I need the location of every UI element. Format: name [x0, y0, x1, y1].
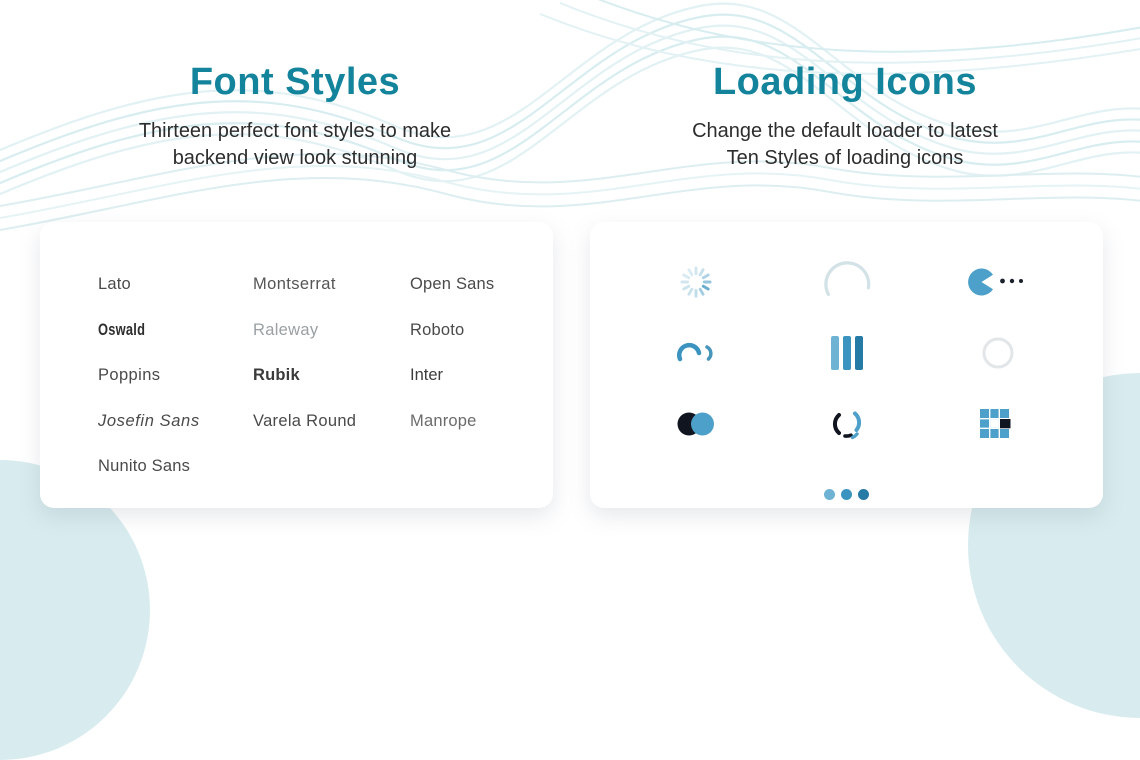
fonts-title: Font Styles [189, 61, 401, 103]
font-column-1 [98, 262, 253, 490]
fonts-header [25, 62, 565, 172]
loaders-subtitle [575, 118, 1115, 172]
font-item-lato: Lato [98, 275, 131, 294]
dot-3 [858, 489, 869, 500]
dot-1 [824, 489, 835, 500]
fonts-subtitle-line2: backend view look stunning [172, 146, 418, 169]
font-item-josefin-sans: Josefin Sans [98, 411, 200, 430]
loaders-subtitle-line1: Change the default loader to latest [692, 119, 998, 142]
fonts-subtitle [25, 118, 565, 172]
three-dots-loader-icon [620, 464, 1073, 526]
font-column-3 [410, 262, 553, 490]
loading-icons-card [590, 222, 1103, 508]
font-item-inter: Inter [410, 366, 444, 385]
font-item-oswald: Oswald [98, 320, 146, 339]
font-item-poppins: Poppins [98, 366, 161, 385]
loaders-header [575, 62, 1115, 172]
font-item-open-sans: Open Sans [410, 275, 495, 294]
font-item-raleway: Raleway [253, 320, 319, 339]
dash-spinner-icon [620, 246, 771, 317]
crescent-spinner-icon [620, 317, 771, 388]
fonts-subtitle-line1: Thirteen perfect font styles to make [138, 119, 452, 142]
font-item-montserrat: Montserrat [253, 275, 336, 294]
arc-spinner-icon [771, 246, 922, 317]
font-item-roboto: Roboto [410, 320, 465, 339]
font-item-nunito-sans: Nunito Sans [98, 457, 191, 476]
font-item-rubik: Rubik [253, 366, 300, 385]
font-item-manrope: Manrope [410, 411, 477, 430]
font-styles-card [40, 222, 553, 508]
grid-cube-loader-icon [922, 388, 1073, 459]
font-item-varela-round: Varela Round [253, 411, 357, 430]
dual-ball-loader-icon [620, 388, 771, 459]
ring-loader-icon [922, 317, 1073, 388]
loaders-title: Loading Icons [712, 61, 978, 103]
loaders-subtitle-line2: Ten Styles of loading icons [726, 146, 964, 169]
dot-2 [841, 489, 852, 500]
loader-grid [590, 222, 1103, 530]
pacman-loader-icon [922, 246, 1073, 317]
font-column-2 [253, 262, 410, 490]
bar-loader-icon [771, 317, 922, 388]
segment-ring-loader-icon [771, 388, 922, 459]
font-list [40, 222, 553, 490]
